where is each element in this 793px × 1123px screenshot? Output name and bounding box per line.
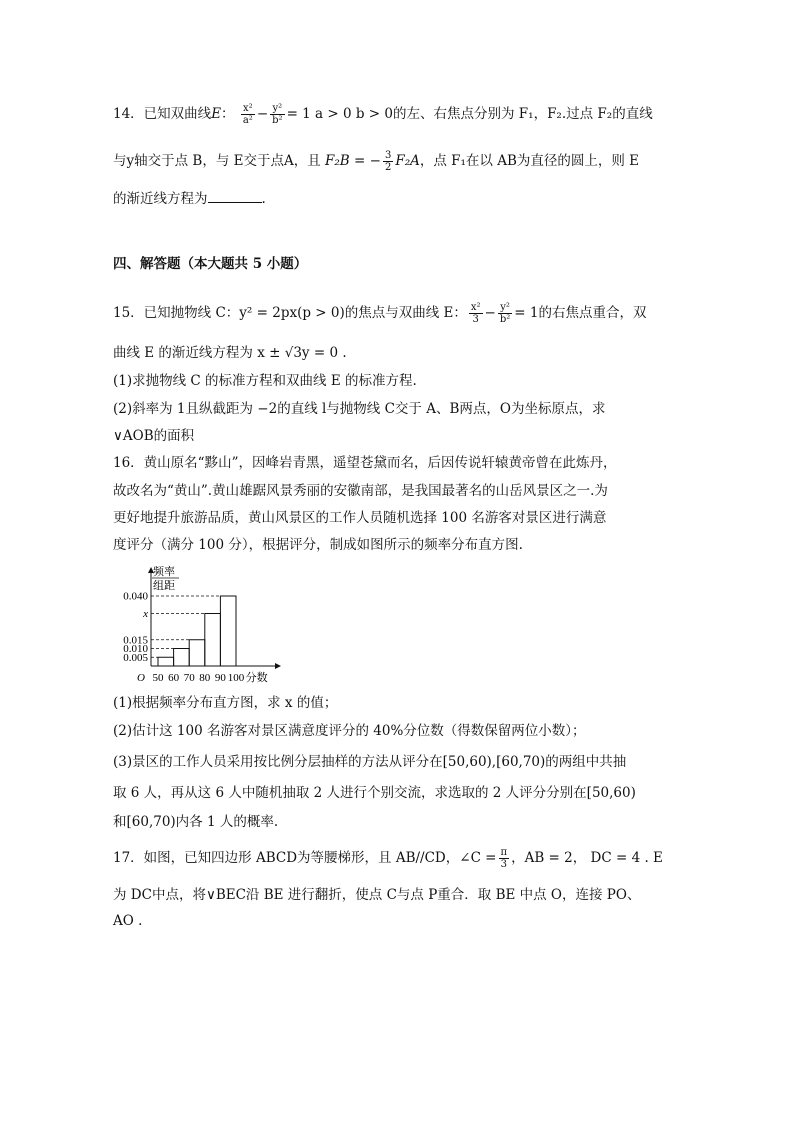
y-tick-label: 0.005 xyxy=(123,651,148,664)
section-heading: 四、解答题（本大题共 5 小题） xyxy=(113,256,308,272)
q15-line1: 15．已知抛物线 C：y² = 2px(p > 0)的焦点与双曲线 E： $\frac{\text{x²}}{3}$ − $\frac{\text{y²}}{\text{b²}}$ = 1的右焦点重合，双 xyxy=(113,302,647,325)
q17-text: 17．如图，已知四边形 ABCD为等腰梯形，且 AB//CD，∠C = xyxy=(113,850,497,866)
q14-text-cont: ，点 F₁在以 AB为直径的圆上，则 E xyxy=(419,153,640,169)
q15-part2-cont: ∨AOB的面积 xyxy=(113,428,195,444)
q14-line3: 的渐近线方程为 . xyxy=(113,191,266,207)
y-tick-label: 0.010 xyxy=(123,643,148,655)
x-tick-label: 90 xyxy=(214,672,226,683)
q14-text-cont: = 1 a > 0 b > 0的左、右焦点分别为 F₁，F₂.过点 F₂的直线 xyxy=(286,106,653,122)
var-E: E xyxy=(211,106,222,122)
q16-part2: (2)估计这 100 名游客对景区满意度评分的 40%分位数（得数保留两位小数）； xyxy=(113,723,586,739)
answer-blank xyxy=(208,190,262,203)
frac-den: 2 xyxy=(384,162,392,173)
q14-text: 的渐近线方程为 xyxy=(113,191,208,207)
frac-num: y² xyxy=(498,302,512,314)
histogram-bar xyxy=(220,596,236,666)
histogram-bar xyxy=(158,657,174,666)
x-tick-label: 60 xyxy=(168,672,180,683)
vector-F2A: F₂A xyxy=(395,153,420,169)
frac-num: y² xyxy=(270,103,284,115)
fraction-x2-3 xyxy=(469,302,483,325)
frac-den: 3 xyxy=(500,859,507,870)
frac-num: π xyxy=(500,847,508,858)
y-tick-label: 0.015 xyxy=(123,634,148,647)
q16-part1: (1)根据频率分布直方图，求 x 的值； xyxy=(113,695,338,711)
histogram-bar xyxy=(189,640,205,666)
frequency-histogram xyxy=(113,563,283,683)
x-tick-label: 50 xyxy=(152,672,164,683)
y-tick-label: 0.040 xyxy=(123,590,148,603)
fraction-y2-b2 xyxy=(270,103,284,126)
x-axis-arrow xyxy=(275,663,281,669)
x-tick-label: 100 xyxy=(227,672,245,683)
q15-part2: (2)斜率为 1且纵截距为 −2的直线 l与抛物线 C交于 A、B两点，O为坐标原点，求 xyxy=(113,401,606,417)
q16-line2: 故改名为“黄山”.黄山雄踞风景秀丽的安徽南部，是我国最著名的山岳风景区之一.为 xyxy=(113,483,608,499)
y-tick-label: x xyxy=(143,608,148,620)
q17-line2: 为 DC中点，将∨BEC沿 BE 进行翻折，使点 C与点 P重合．取 BE 中点 O，连接 PO、 xyxy=(113,887,641,903)
q14-line2 xyxy=(113,150,639,173)
histogram-bar xyxy=(174,649,190,667)
q16-part3: (3)景区的工作人员采用按比例分层抽样的方法从评分在[50,60),[60,70)的两组中共抽 xyxy=(113,754,627,770)
frac-den: b² xyxy=(499,314,511,325)
q15-part1: (1)求抛物线 C 的标准方程和双曲线 E 的标准方程. xyxy=(113,373,417,389)
x-axis-label: 分数 xyxy=(245,672,268,683)
q14-line1: 14．已知双曲线E： $\frac{\text{x²}}{\text{a²}}$ − $\frac{\text{y²}}{\text{b²}}$ = 1 a > 0 b > 0的左、右焦点分别为 F₁，F₂.过点 F₂的直线 xyxy=(113,103,653,126)
fraction-x2-a2 xyxy=(241,103,255,126)
q14-text: 14．已知双曲线 xyxy=(113,106,212,122)
fraction-3-2 xyxy=(383,150,393,173)
q16-line3: 更好地提升旅游品质，黄山风景区的工作人员随机选择 100 名游客对景区进行满意 xyxy=(113,510,607,526)
frac-den: b² xyxy=(272,115,283,126)
fraction-pi-3 xyxy=(499,847,510,870)
q16-part3-cont2: 和[60,70)内各 1 人的概率. xyxy=(113,814,279,830)
q16-part3-cont: 取 6 人，再从这 6 人中随机抽取 2 人进行个别交流，求选取的 2 人评分分别在[50,60) xyxy=(113,785,636,801)
colon: ： xyxy=(221,106,235,122)
y-label-bottom: 组距 xyxy=(153,580,175,592)
q15-text-cont: = 1的右焦点重合，双 xyxy=(514,305,647,321)
y-label-top: 频率 xyxy=(153,566,175,578)
x-tick-label: 80 xyxy=(199,672,211,683)
q15-line2: 曲线 E 的渐近线方程为 x ± √3y = 0 . xyxy=(113,345,347,361)
q15-text: 15．已知抛物线 C：y² = 2px(p > 0)的焦点与双曲线 E： xyxy=(113,305,467,321)
frac-num: 3 xyxy=(384,150,392,161)
q17-line1 xyxy=(113,847,663,870)
q14-text: 与y轴交于点 B，与 E交于点A，且 xyxy=(113,153,326,169)
frac-num: x² xyxy=(241,103,255,115)
x-tick-label: 70 xyxy=(183,672,195,683)
vector-F2B: F₂B xyxy=(325,153,350,169)
histogram-bar xyxy=(205,614,221,667)
equals-minus: = − xyxy=(349,153,381,169)
origin-label: O xyxy=(137,672,145,683)
frac-den: 3 xyxy=(472,314,479,325)
q16-line1: 16．黄山原名“黟山”，因峰岩青黑，遥望苍黛而名，后因传说轩辕黄帝曾在此炼丹， xyxy=(113,455,617,471)
q17-text-cont: ，AB = 2， DC = 4 . E xyxy=(511,850,663,866)
frac-den: a² xyxy=(242,115,253,126)
q16-line4: 度评分（满分 100 分），根据评分，制成如图所示的频率分布直方图. xyxy=(113,537,523,553)
q17-line3: AO . xyxy=(113,913,143,929)
frac-num: x² xyxy=(470,302,481,313)
fraction-y2-b2 xyxy=(498,302,512,325)
